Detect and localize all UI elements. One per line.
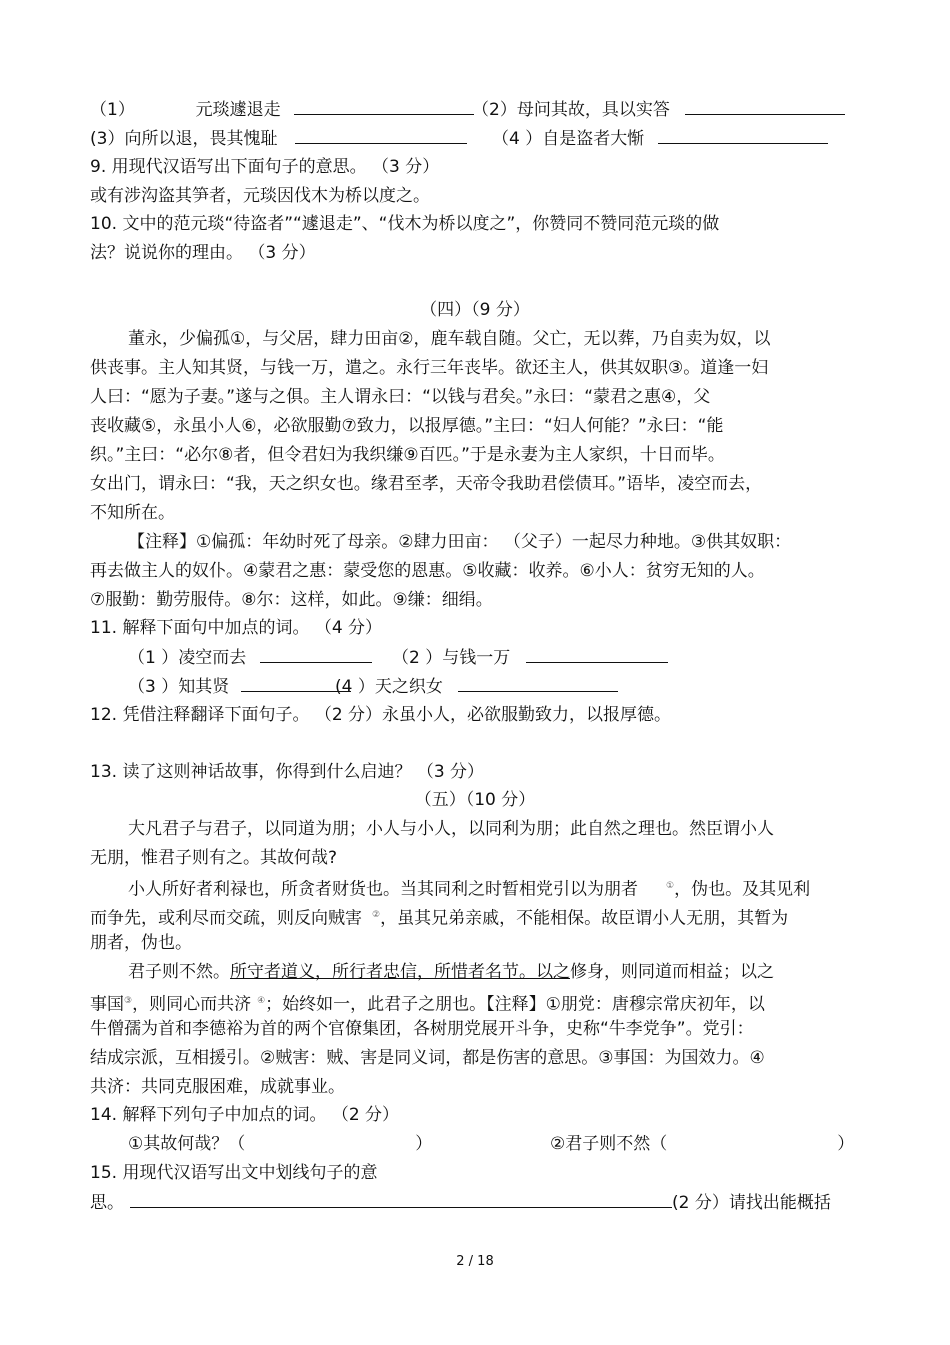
section4-passage-line: 人曰：“愿为子妻。”遂与之俱。主人谓永曰：“以钱与君矣。”永曰：“蒙君之惠④，父 [90, 387, 711, 407]
q10-line-2: 法？说说你的理由。 （3 分） [90, 243, 316, 263]
footnote-marker: ④ [257, 996, 266, 1006]
q11-item1-text: （1 ）凌空而去 [128, 648, 247, 668]
section4-notes-line: 再去做主人的奴仆。④蒙君之惠：蒙受您的恩惠。⑤收藏：收养。⑥小人：贫穷无知的人。 [90, 561, 765, 581]
q15-line2-start: 思。 [90, 1193, 124, 1213]
section4-passage-line: 丧收藏⑤，永虽小人⑥，必欲服勤⑦致力，以报厚德。”主曰：“妇人何能？”永曰：“能 [90, 416, 724, 436]
q8-item1-blank[interactable] [294, 98, 474, 115]
q11-item4-blank[interactable] [458, 675, 618, 692]
section5-p2a-end: ，伪也。及其见利 [674, 879, 811, 900]
q15-line-1: 15. 用现代汉语写出文中划线句子的意 [90, 1163, 378, 1183]
section5-p2-line: 朋者，伪也。 [90, 933, 192, 953]
q11-item2-blank[interactable] [526, 646, 668, 663]
footnote-marker: ① [666, 881, 675, 891]
q12-text: 12. 凭借注释翻译下面句子。 （2 分）永虽小人，必欲服勤致力，以报厚德。 [90, 705, 672, 725]
section5-p2a-text: 小人所好者利禄也，所贪者财货也。当其同利之时暂相党引以为朋者 [128, 879, 638, 900]
section5-p4-pre: 事国 [90, 994, 124, 1015]
section5-p2-line [128, 875, 810, 901]
q11-item1-blank[interactable] [260, 646, 372, 663]
section5-notes-line: 共济：共同克服困难，成就事业。 [90, 1077, 345, 1097]
section4-heading: （四）（9 分） [420, 300, 530, 320]
q8-item1-number: （1） [90, 100, 135, 120]
q9-question: 9. 用现代汉语写出下面句子的意思。 （3 分） [90, 157, 440, 177]
q11-item1 [128, 646, 372, 669]
q15-line2-end: (2 分）请找出能概括 [672, 1193, 831, 1213]
q14-item2 [550, 1133, 854, 1155]
q11-item2 [392, 646, 668, 669]
q8-item4-text: （4 ）自是盗者大惭 [492, 129, 645, 149]
section5-p2b-end: ，虽其兄弟亲戚，不能相保。故臣谓小人无朋，其暂为 [380, 908, 789, 929]
section4-passage-line: 董永，少偏孤①，与父居，肆力田亩②，鹿车载自随。父亡，无以葬，乃自卖为奴，以 [128, 329, 771, 349]
q8-item2-blank[interactable] [685, 98, 845, 115]
q11-item2-text: （2 ）与钱一万 [392, 648, 511, 668]
footnote-marker: ② [372, 910, 381, 920]
q15-answer-blank[interactable] [130, 1191, 672, 1208]
q14-item1-close: ） [415, 1134, 433, 1154]
q11-question: 11. 解释下面句中加点的词。 （4 分） [90, 618, 383, 638]
q11-item3 [128, 675, 351, 698]
section5-p1-line: 无朋，惟君子则有之。其故何哉? [90, 848, 338, 868]
section5-p3-line [128, 961, 774, 983]
section5-p4-post: ；始终如一，此君子之朋也。【注释】①朋党：唐穆宗常庆初年，以 [265, 994, 765, 1015]
q11-item4-text: (4 ）天之织女 [335, 677, 443, 697]
q8-item3-blank[interactable] [295, 127, 467, 144]
section4-passage-line: 不知所在。 [90, 503, 175, 523]
section4-notes-line: 【注释】①偏孤：年幼时死了母亲。②肆力田亩： （父子）一起尽力种地。③供其奴职： [128, 532, 792, 552]
section5-p2b-text: 而争先，或利尽而交疏，则反向贼害 [90, 908, 362, 929]
q8-item2-text: （2）母问其故，具以实答 [472, 100, 670, 120]
section5-p3-pre: 君子则不然。 [128, 962, 230, 982]
q11-item3-text: （3 ）知其贤 [128, 677, 230, 697]
q8-item4 [492, 127, 828, 150]
q11-item4 [335, 675, 618, 698]
q8-item3 [90, 127, 467, 150]
q9-sentence: 或有涉沟盗其笋者，元琰因伐木为桥以度之。 [90, 186, 430, 206]
q14-item2-text: ②君子则不然（ [550, 1134, 668, 1154]
q10-line-1: 10. 文中的范元琰“待盗者”“遽退走”、“伐木为桥以度之”，你赞同不赞同范元琰的做 [90, 214, 720, 234]
q8-item2 [472, 98, 845, 121]
q14-item1-text: ①其故何哉？（ [128, 1134, 246, 1154]
q13-text: 13. 读了这则神话故事，你得到什么启迪？ （3 分） [90, 762, 485, 782]
section5-p2-line [90, 904, 788, 930]
section5-p4-mid: ，则同心而共济 [132, 994, 252, 1015]
q8-item3-text: (3）向所以退，畏其愧耻 [90, 129, 278, 149]
section5-p1-line: 大凡君子与君子，以同道为朋；小人与小人，以同利为朋；此自然之理也。然臣谓小人 [128, 819, 774, 839]
section5-p3-post: 修身，则同道而相益；以之 [570, 962, 774, 982]
section4-passage-line: 女出门，谓永曰：“我，天之织女也。缘君至孝，天帝令我助君偿债耳。”语毕，凌空而去， [90, 474, 763, 494]
footnote-marker: ③ [124, 996, 133, 1006]
section4-notes-line: ⑦服勤：勤劳服侍。⑧尔：这样，如此。⑨缣：细绢。 [90, 590, 493, 610]
section5-notes-line: 牛僧孺为首和李德裕为首的两个官僚集团，各树朋党展开斗争，史称“牛李党争”。党引： [90, 1019, 754, 1039]
section5-p4-line [90, 990, 765, 1016]
section5-heading: （五）（10 分） [414, 790, 536, 810]
q14-item2-close: ） [837, 1134, 855, 1154]
q8-row-1 [90, 98, 474, 121]
q8-item4-blank[interactable] [658, 127, 828, 144]
section4-passage-line: 织。”主曰：“必尔⑧者，但令君妇为我织缣⑨百匹。”于是永妻为主人家织，十日而毕。 [90, 445, 725, 465]
q14-question: 14. 解释下列句子中加点的词。 （2 分） [90, 1105, 400, 1125]
page-number: 2 / 18 [456, 1254, 494, 1269]
q14-item1 [128, 1133, 432, 1155]
section4-passage-line: 供丧事。主人知其贤，与钱一万，遣之。永行三年丧毕。欲还主人，供其奴职③。道逢一妇 [90, 358, 769, 378]
q15-line-2 [90, 1191, 831, 1214]
q8-item1-text: 元琰遽退走 [195, 100, 281, 120]
underlined-sentence: 所守者道义，所行者忠信，所惜者名节。以之 [230, 962, 570, 982]
section5-notes-line: 结成宗派，互相援引。②贼害：贼、害是同义词，都是伤害的意思。③事国：为国效力。④ [90, 1048, 765, 1068]
